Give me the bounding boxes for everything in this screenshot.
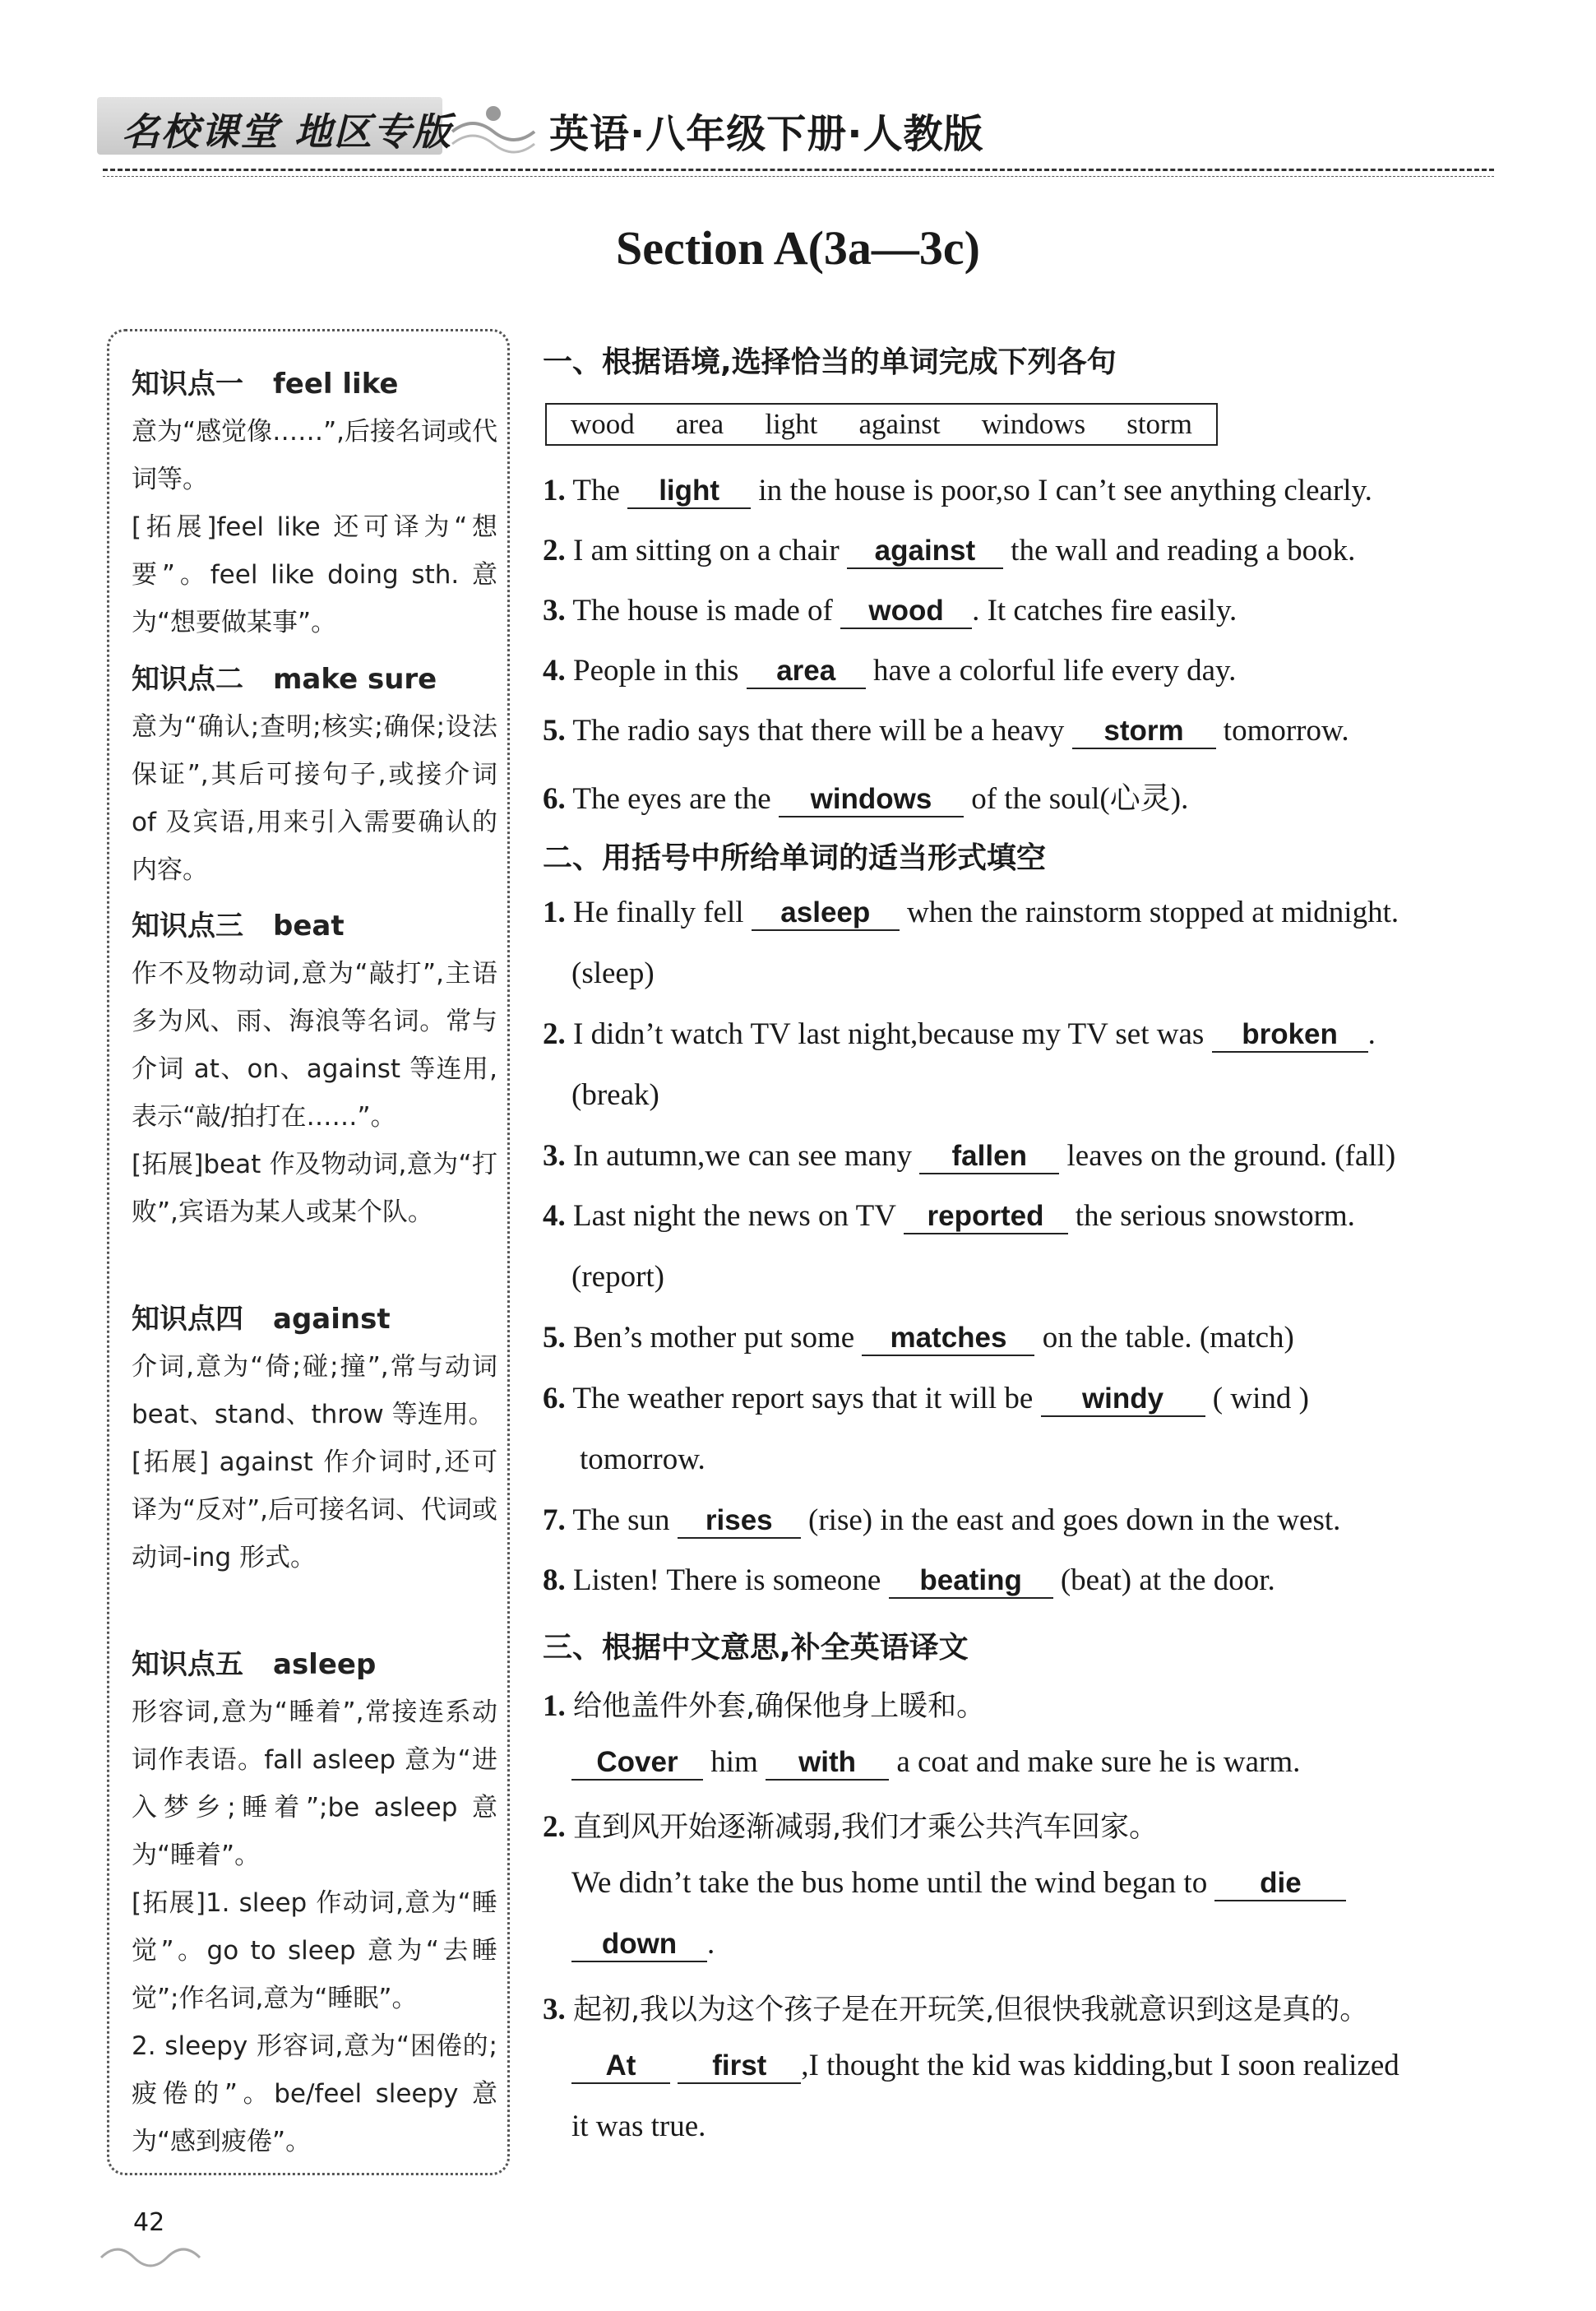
question-text: The radio says that there will be a heavy <box>572 714 1065 748</box>
question-number: 6. <box>543 1382 566 1415</box>
brand-title: 名校课堂 地区专版 <box>122 109 453 154</box>
question-text: of the soul(心灵). <box>971 782 1189 816</box>
question-text: In autumn,we can see many <box>573 1139 912 1173</box>
knowledge-term: make sure <box>273 663 437 696</box>
knowledge-text: 意为“确认;查明;核实;确保;设法保证”,其后可接句子,或接介词 of 及宾语,用来引入需要确认的内容。 <box>132 712 497 885</box>
knowledge-head: 知识点二 <box>132 663 243 696</box>
question-number: 4. <box>543 1199 566 1233</box>
s1-question-3 <box>543 593 1529 629</box>
question-text: We didn’t take the bus home until the wind began to <box>571 1866 1208 1900</box>
knowledge-text: 介词,意为“倚;碰;撞”,常与动词 beat、stand、throw 等连用。 <box>132 1352 497 1429</box>
question-number: 4. <box>543 654 566 688</box>
page-title: Section A(3a—3c) <box>616 221 980 275</box>
section-3-title: 三、根据中文意思,补全英语译文 <box>543 1631 969 1665</box>
s3-question-3-cont: it was true. <box>571 2110 706 2143</box>
question-number: 8. <box>543 1563 566 1597</box>
word-bank-item: wood <box>571 408 635 440</box>
knowledge-head: 知识点三 <box>132 910 243 942</box>
s1-question-6 <box>543 773 1529 817</box>
chinese-prompt: 起初,我以为这个孩子是在开玩笑,但很快我就意识到这是真的。 <box>573 1994 1369 2026</box>
answer-blank: against <box>847 535 1003 569</box>
answer-blank: wood <box>840 595 972 629</box>
question-text: Ben’s mother put some <box>573 1321 855 1355</box>
knowledge-text: 意为“感觉像……”,后接名词或代词等。 <box>132 417 497 494</box>
question-text: The eyes are the <box>572 782 771 816</box>
answer-blank: down <box>571 1928 707 1962</box>
question-number: 6. <box>543 782 566 816</box>
s3-question-3-en <box>571 2048 1558 2084</box>
word-bank <box>545 403 1218 446</box>
knowledge-text: [拓展]1. sleep 作动词,意为“睡觉”。go to sleep 意为“去睡觉”;作名词,意为“睡眠”。 <box>132 1888 497 2013</box>
question-text: Listen! There is someone <box>573 1563 881 1597</box>
s3-question-2-en <box>571 1865 1558 1901</box>
question-text: The <box>572 474 620 507</box>
question-text: tomorrow. <box>1223 714 1349 748</box>
question-text: Last night the news on TV <box>573 1199 896 1233</box>
word-bank-item: windows <box>981 408 1086 440</box>
answer-blank: first <box>678 2049 801 2084</box>
s1-question-4 <box>543 653 1529 689</box>
question-text: (rise) in the east and goes down in the west. <box>808 1503 1341 1537</box>
chinese-prompt: 给他盖件外套,确保他身上暖和。 <box>573 1690 986 1723</box>
question-number: 7. <box>543 1503 566 1537</box>
s3-question-1-cn <box>543 1683 1529 1725</box>
knowledge-text: [拓展] against 作介词时,还可译为“反对”,后可接名词、代词或动词-ing 形式。 <box>132 1447 497 1572</box>
answer-blank: light <box>627 475 751 509</box>
answer-blank: with <box>766 1746 889 1781</box>
s3-question-1-en <box>571 1744 1558 1781</box>
question-text: . <box>707 1927 715 1961</box>
s1-question-5 <box>543 713 1529 749</box>
answer-blank: die <box>1214 1867 1346 1901</box>
question-number: 5. <box>543 1321 566 1355</box>
question-number: 2. <box>543 1017 566 1051</box>
question-number: 1. <box>543 1689 566 1723</box>
question-text: I am sitting on a chair <box>573 534 840 567</box>
s2-question-7 <box>543 1503 1529 1539</box>
knowledge-term: beat <box>273 910 345 942</box>
header-divider-thin <box>103 176 1494 177</box>
question-text: ,I thought the kid was kidding,but I soon realized <box>801 2049 1399 2082</box>
knowledge-term: feel like <box>273 368 399 401</box>
question-number: 3. <box>543 1993 566 2026</box>
question-number: 5. <box>543 714 566 748</box>
word-bank-item: light <box>765 408 818 440</box>
knowledge-term: asleep <box>273 1648 377 1681</box>
s2-question-8 <box>543 1563 1529 1599</box>
question-text: the wall and reading a book. <box>1011 534 1356 567</box>
word-bank-item: storm <box>1126 408 1192 440</box>
knowledge-head: 知识点一 <box>132 368 243 401</box>
knowledge-text: 形容词,意为“睡着”,常接连系动词作表语。fall asleep 意为“进入梦乡;睡着”;be asleep 意为“睡着”。 <box>132 1697 497 1870</box>
question-text: when the rainstorm stopped at midnight. <box>907 896 1399 929</box>
question-number: 1. <box>543 896 566 929</box>
question-text: . <box>1367 1017 1376 1051</box>
answer-blank: windy <box>1041 1382 1205 1417</box>
answer-blank: Cover <box>571 1746 703 1781</box>
knowledge-point-1 <box>132 360 497 646</box>
question-text: The weather report says that it will be <box>572 1382 1034 1415</box>
question-text: The sun <box>572 1503 670 1537</box>
word-bank-item: against <box>858 408 941 440</box>
knowledge-head: 知识点五 <box>132 1648 243 1681</box>
knowledge-point-4 <box>132 1295 497 1582</box>
s3-question-2-en-cont <box>571 1926 1558 1962</box>
question-number: 3. <box>543 594 566 628</box>
question-text: leaves on the ground. (fall) <box>1066 1139 1396 1173</box>
question-text: the serious snowstorm. <box>1075 1199 1355 1233</box>
question-number: 3. <box>543 1139 566 1173</box>
question-text: I didn’t watch TV last night,because my TV set was <box>573 1017 1205 1051</box>
question-number: 1. <box>543 474 566 507</box>
knowledge-term: against <box>273 1303 391 1336</box>
question-number: 2. <box>543 1810 566 1844</box>
s1-question-1 <box>543 473 1529 509</box>
s2-question-1 <box>543 895 1529 931</box>
question-text: him <box>710 1745 758 1779</box>
s2-question-4 <box>543 1198 1529 1234</box>
knowledge-text: [拓展]beat 作及物动词,意为“打败”,宾语为某人或某个队。 <box>132 1150 497 1227</box>
answer-blank: matches <box>862 1322 1034 1356</box>
s2-question-6-cont: tomorrow. <box>580 1443 705 1476</box>
knowledge-text: 作不及物动词,意为“敲打”,主语多为风、雨、海浪等名词。常与介词 at、on、against 等连用,表示“敲/拍打在……”。 <box>132 959 497 1132</box>
s2-question-4-cont: (report) <box>571 1260 664 1294</box>
question-text: a coat and make sure he is warm. <box>896 1745 1301 1779</box>
knowledge-point-5 <box>132 1641 497 2165</box>
knowledge-text: 2. sleepy 形容词,意为“困倦的;疲倦的”。be/feel sleepy 意为“感到疲倦”。 <box>132 2031 497 2156</box>
word-bank-item: area <box>675 408 724 440</box>
s1-question-2 <box>543 533 1529 569</box>
s2-question-2 <box>543 1017 1529 1053</box>
knowledge-point-3 <box>132 902 497 1236</box>
question-text: in the house is poor,so I can’t see anything clearly. <box>758 474 1372 507</box>
page-number: 42 <box>133 2208 165 2237</box>
s2-question-6 <box>543 1381 1529 1417</box>
question-text: on the table. (match) <box>1042 1321 1294 1355</box>
chinese-prompt: 直到风开始逐渐减弱,我们才乘公共汽车回家。 <box>573 1811 1159 1844</box>
s3-question-3-cn <box>543 1987 1529 2028</box>
question-text: People in this <box>573 654 739 688</box>
question-text: have a colorful life every day. <box>872 654 1237 688</box>
answer-blank: rises <box>678 1504 801 1539</box>
answer-blank: fallen <box>919 1140 1059 1174</box>
question-number: 2. <box>543 534 566 567</box>
question-text: The house is made of <box>572 594 833 628</box>
s3-question-2-cn <box>543 1804 1529 1846</box>
header-divider <box>103 169 1494 171</box>
section-2-title: 二、用括号中所给单词的适当形式填空 <box>543 841 1047 875</box>
answer-blank: At <box>571 2049 670 2084</box>
answer-blank: area <box>747 655 866 689</box>
edition-title: 英语·八年级下册·人教版 <box>549 111 984 157</box>
knowledge-point-2 <box>132 655 497 894</box>
question-text: He finally fell <box>573 896 744 929</box>
question-text: (beat) at the door. <box>1060 1563 1275 1597</box>
answer-blank: broken <box>1212 1018 1368 1053</box>
s2-question-2-cont: (break) <box>571 1078 659 1112</box>
answer-blank: reported <box>904 1200 1068 1234</box>
knowledge-text: [拓展]feel like 还可译为“想要”。feel like doing sth. 意为“想要做某事”。 <box>132 512 497 637</box>
s2-question-1-cont: (sleep) <box>571 956 655 990</box>
question-text: ( wind ) <box>1212 1382 1309 1415</box>
section-1-title: 一、根据语境,选择恰当的单词完成下列各句 <box>543 345 1117 379</box>
answer-blank: windows <box>779 783 964 817</box>
answer-blank: beating <box>889 1564 1053 1599</box>
footer-decoration-icon <box>97 2237 204 2270</box>
answer-blank: storm <box>1072 715 1216 749</box>
answer-blank: asleep <box>752 896 900 931</box>
knowledge-head: 知识点四 <box>132 1303 243 1336</box>
s2-question-5 <box>543 1320 1529 1356</box>
question-text: . It catches fire easily. <box>972 594 1237 628</box>
header-decoration-icon <box>448 99 539 156</box>
s2-question-3 <box>543 1138 1529 1174</box>
